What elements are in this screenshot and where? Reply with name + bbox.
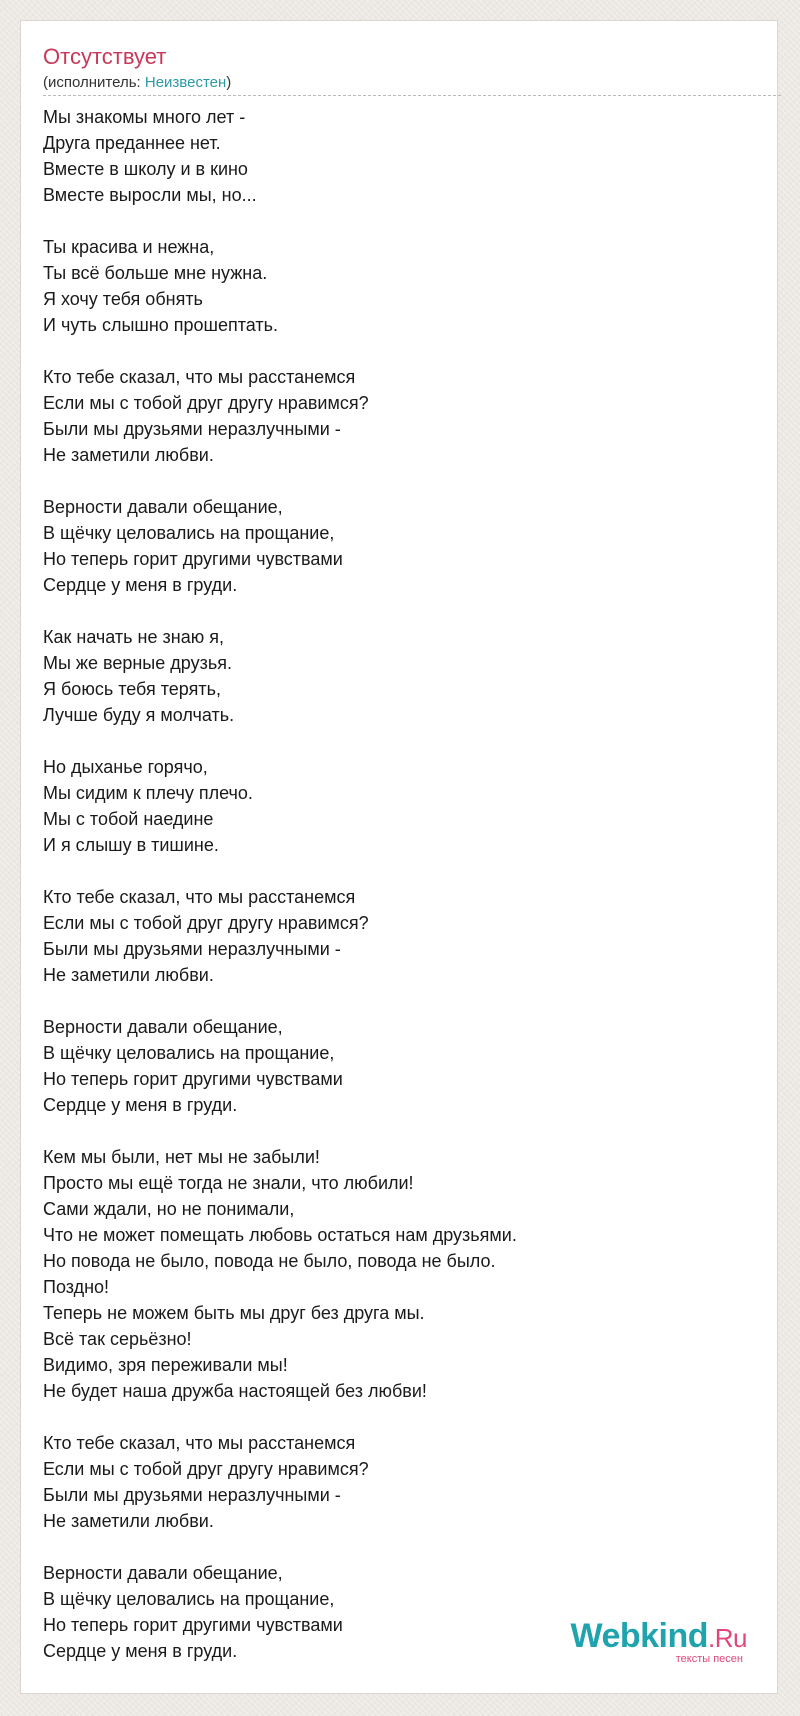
lyric-line: Вместе в школу и в кино (43, 159, 248, 179)
lyric-line: В щёчку целовались на прощание, (43, 523, 335, 543)
lyric-line: Теперь не можем быть мы друг без друга мы. (43, 1303, 425, 1323)
performer-link[interactable]: Неизвестен (144, 74, 227, 91)
lyric-line: Не заметили любви. (43, 965, 214, 985)
lyric-line: Но теперь горит другими чувствами (43, 549, 343, 569)
lyric-line: Сердце у меня в груди. (43, 1095, 238, 1115)
lyrics-card (20, 20, 778, 1694)
stanza-gap (43, 1404, 763, 1430)
lyric-line: Кто тебе сказал, что мы расстанемся (43, 367, 356, 387)
watermark-tagline: тексты песен (675, 1653, 743, 1665)
lyric-line: Что не может помещать любовь остаться нам друзьями. (43, 1225, 517, 1245)
stanza-gap (43, 728, 763, 754)
performer-prefix: (исполнитель: (43, 74, 145, 91)
lyric-line: Сами ждали, но не понимали, (43, 1199, 295, 1219)
lyric-line: И чуть слышно прошептать. (43, 315, 279, 335)
lyric-line: Ты всё больше мне нужна. (43, 263, 268, 283)
lyric-line: Как начать не знаю я, (43, 627, 224, 647)
lyric-line: Но теперь горит другими чувствами (43, 1615, 343, 1635)
lyric-line: Мы с тобой наедине (43, 809, 214, 829)
lyric-line: Сердце у меня в груди. (43, 575, 238, 595)
watermark-suffix: .Ru (708, 1623, 747, 1653)
lyric-line: Были мы друзьями неразлучными - (43, 939, 341, 959)
lyric-line: Ты красива и нежна, (43, 237, 215, 257)
lyric-line: Но повода не было, повода не было, повода не было. (43, 1251, 496, 1271)
lyric-line: Видимо, зря переживали мы! (43, 1355, 288, 1375)
lyric-line: Но дыханье горячо, (43, 757, 208, 777)
lyric-line: Мы сидим к плечу плечо. (43, 783, 253, 803)
lyric-line: Я хочу тебя обнять (43, 289, 203, 309)
stanza-gap (43, 858, 763, 884)
lyric-line: Просто мы ещё тогда не знали, что любили! (43, 1173, 414, 1193)
title-divider (43, 95, 781, 96)
stanza-gap (43, 338, 763, 364)
lyric-line: Не заметили любви. (43, 1511, 214, 1531)
lyric-line: Если мы с тобой друг другу нравимся? (43, 1459, 369, 1479)
performer-suffix: ) (226, 74, 232, 91)
lyric-line: Я боюсь тебя терять, (43, 679, 221, 699)
stanza-gap (43, 1118, 763, 1144)
lyric-line: Кем мы были, нет мы не забыли! (43, 1147, 320, 1167)
lyric-line: В щёчку целовались на прощание, (43, 1043, 335, 1063)
lyric-line: Поздно! (43, 1277, 110, 1297)
lyric-line: Сердце у меня в груди. (43, 1641, 238, 1661)
lyric-line: Мы знакомы много лет - (43, 107, 246, 127)
lyric-line: Кто тебе сказал, что мы расстанемся (43, 1433, 356, 1453)
lyric-line: Лучше буду я молчать. (43, 705, 235, 725)
lyrics-body (43, 104, 763, 1664)
lyric-line: Друга преданнее нет. (43, 133, 221, 153)
lyric-line: Были мы друзьями неразлучными - (43, 1485, 341, 1505)
stanza-gap (43, 598, 763, 624)
lyric-line: Мы же верные друзья. (43, 653, 232, 673)
performer-line (43, 73, 231, 93)
lyric-line: Были мы друзьями неразлучными - (43, 419, 341, 439)
lyric-line: Но теперь горит другими чувствами (43, 1069, 343, 1089)
lyric-line: Верности давали обещание, (43, 497, 283, 517)
stanza-gap (43, 208, 763, 234)
song-title: Отсутствует (43, 44, 167, 69)
lyric-line: Кто тебе сказал, что мы расстанемся (43, 887, 356, 907)
lyric-line: В щёчку целовались на прощание, (43, 1589, 335, 1609)
stanza-gap (43, 468, 763, 494)
lyric-line: Если мы с тобой друг другу нравимся? (43, 393, 369, 413)
stanza-gap (43, 988, 763, 1014)
site-watermark (570, 1619, 747, 1665)
lyric-line: Верности давали обещание, (43, 1017, 283, 1037)
lyric-line: Верности давали обещание, (43, 1563, 283, 1583)
watermark-brand: Webkind (570, 1617, 709, 1655)
lyric-line: Если мы с тобой друг другу нравимся? (43, 913, 369, 933)
lyric-line: Всё так серьёзно! (43, 1329, 192, 1349)
lyric-line: Не заметили любви. (43, 445, 214, 465)
lyric-line: Не будет наша дружба настоящей без любви! (43, 1381, 427, 1401)
watermark-logo (570, 1619, 747, 1655)
stanza-gap (43, 1534, 763, 1560)
lyric-line: И я слышу в тишине. (43, 835, 219, 855)
lyric-line: Вместе выросли мы, но... (43, 185, 257, 205)
